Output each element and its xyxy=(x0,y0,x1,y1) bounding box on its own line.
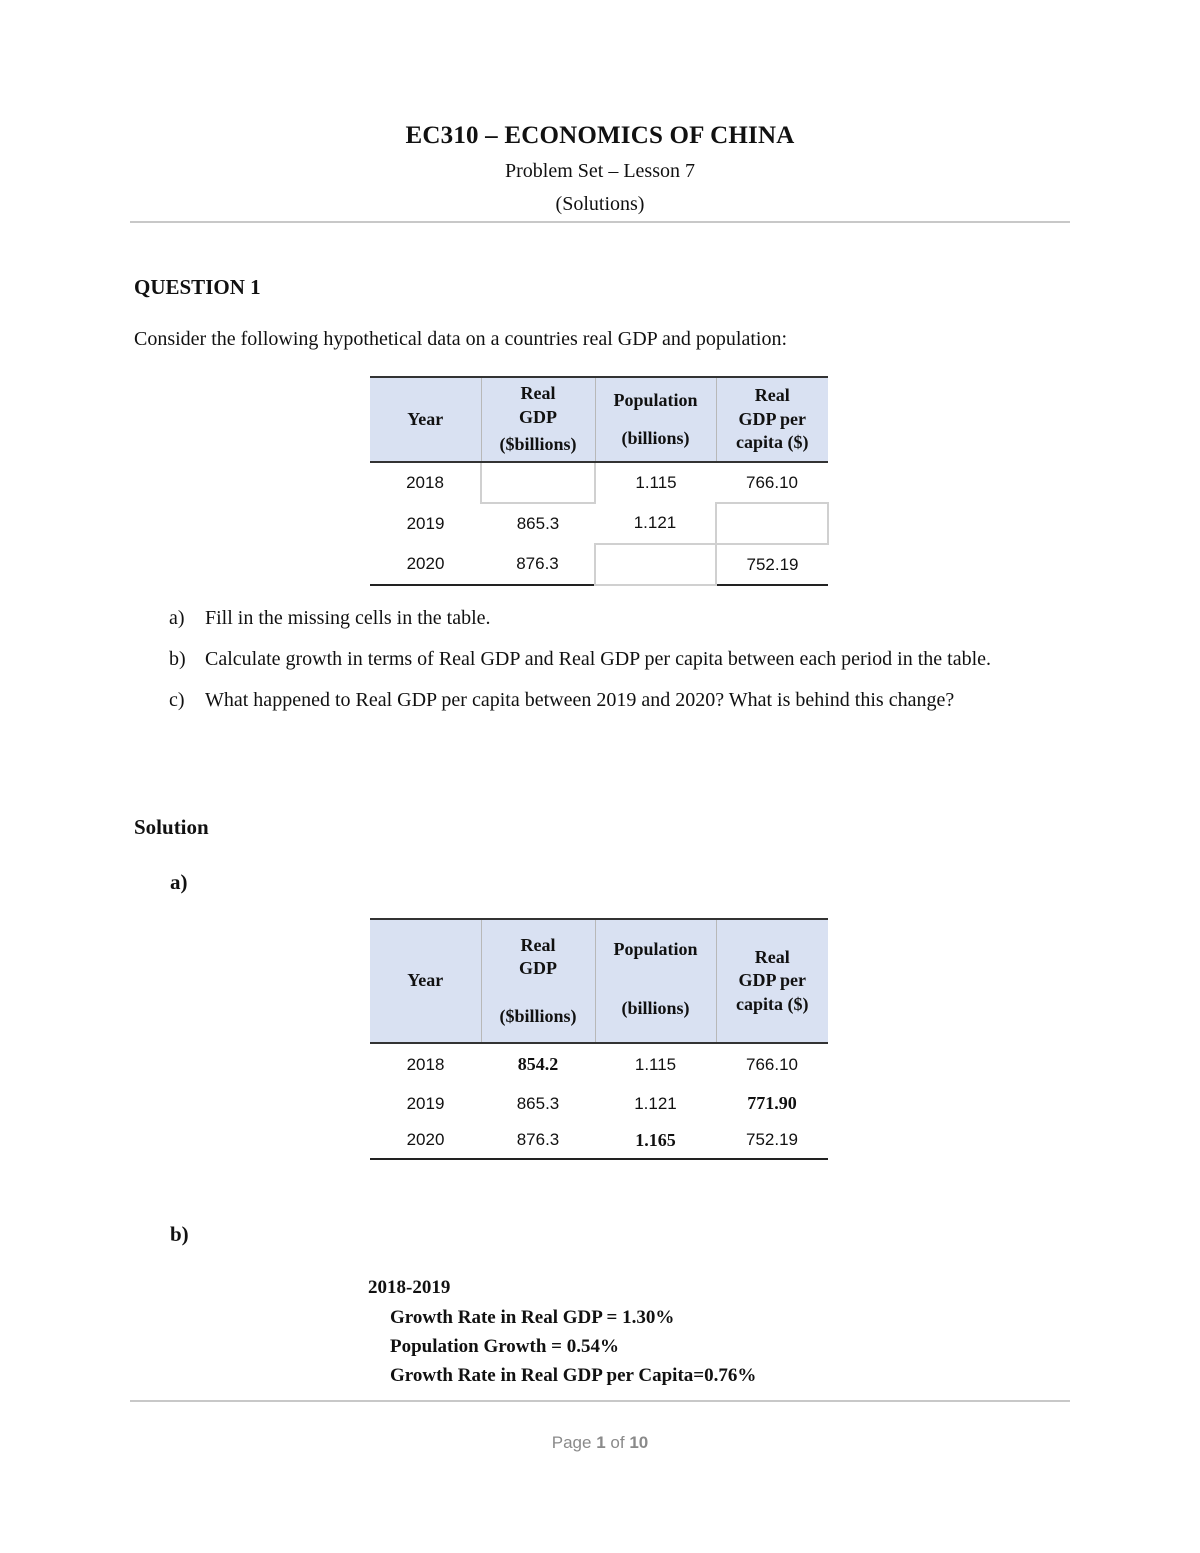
cell-population-missing xyxy=(595,544,716,585)
page-number xyxy=(0,1433,1200,1453)
cell-per-capita: 766.10 xyxy=(746,1054,798,1074)
table-row xyxy=(370,1043,828,1085)
period-label: 2018-2019 xyxy=(368,1277,451,1298)
header-gdp-per-capita: Real GDP per capita ($) xyxy=(716,377,828,462)
header-real-gdp: Real GDP ($billions) xyxy=(481,377,595,462)
cell-population: 1.121 xyxy=(634,1093,677,1113)
page-word: Page xyxy=(551,1433,592,1452)
solution-part-b-label: b) xyxy=(170,1222,189,1246)
cell-per-capita-missing xyxy=(716,503,828,544)
cell-gdp-answer: 854.2 xyxy=(517,1054,559,1074)
list-item xyxy=(162,680,1052,721)
page-current: 1 xyxy=(596,1433,606,1452)
footer-divider xyxy=(130,1400,1070,1402)
table-header-row xyxy=(370,919,828,1043)
question-1-intro: Consider the following hypothetical data on a countries real GDP and population: xyxy=(134,328,787,350)
population-growth-line: Population Growth = 0.54% xyxy=(390,1336,620,1357)
cell-year: 2020 xyxy=(406,554,445,573)
solutions-label: (Solutions) xyxy=(555,193,645,215)
part-text: Calculate growth in terms of Real GDP and Real GDP per capita between each period in the table. xyxy=(205,648,992,670)
cell-year: 2019 xyxy=(406,513,445,533)
header-population: Population (billions) xyxy=(595,919,716,1043)
table-row xyxy=(370,503,828,544)
table-row xyxy=(370,544,828,585)
cell-population: 1.115 xyxy=(634,1054,677,1074)
cell-year: 2018 xyxy=(406,1054,445,1074)
cell-gdp: 876.3 xyxy=(516,554,559,573)
question-parts-list xyxy=(162,598,1052,721)
cell-gdp-missing xyxy=(481,462,595,503)
question-1-heading: QUESTION 1 xyxy=(134,275,261,299)
part-text: What happened to Real GDP per capita between 2019 and 2020? What is behind this change? xyxy=(205,689,955,711)
header-year: Year xyxy=(370,377,481,462)
growth-per-capita-line: Growth Rate in Real GDP per Capita=0.76% xyxy=(390,1365,757,1386)
cell-year: 2019 xyxy=(406,1093,445,1113)
header-year: Year xyxy=(370,919,481,1043)
cell-population-answer: 1.165 xyxy=(635,1129,676,1150)
table-row xyxy=(370,1122,828,1159)
part-label: a) xyxy=(169,607,185,629)
cell-year: 2018 xyxy=(406,473,444,492)
cell-gdp: 865.3 xyxy=(516,514,560,533)
document-title: EC310 – ECONOMICS OF CHINA xyxy=(405,122,795,149)
list-item xyxy=(162,639,1052,680)
table-row xyxy=(370,1085,828,1122)
solution-data-table xyxy=(370,918,828,1160)
cell-gdp: 865.3 xyxy=(516,1093,560,1113)
header-population: Population (billions) xyxy=(595,377,716,462)
cell-per-capita: 752.19 xyxy=(746,554,799,574)
part-text: Fill in the missing cells in the table. xyxy=(205,607,491,629)
table-row xyxy=(370,462,828,503)
cell-per-capita: 752.19 xyxy=(746,1130,798,1149)
solution-part-a-label: a) xyxy=(170,870,188,894)
solution-heading: Solution xyxy=(134,815,209,839)
cell-per-capita: 766.10 xyxy=(746,472,798,492)
document-subtitle: Problem Set – Lesson 7 xyxy=(505,160,695,182)
table-header-row xyxy=(370,377,828,462)
page-total: 10 xyxy=(629,1433,649,1452)
of-word: of xyxy=(610,1433,625,1452)
header-real-gdp: Real GDP ($billions) xyxy=(481,919,595,1043)
part-label: c) xyxy=(169,689,185,711)
cell-per-capita-answer: 771.90 xyxy=(747,1093,797,1113)
header-divider xyxy=(130,221,1070,223)
header-gdp-per-capita: Real GDP per capita ($) xyxy=(716,919,828,1043)
cell-gdp: 876.3 xyxy=(516,1130,560,1149)
cell-population: 1.121 xyxy=(633,513,677,532)
question-data-table xyxy=(370,376,829,586)
part-label: b) xyxy=(169,648,186,670)
list-item xyxy=(162,598,1052,639)
cell-population: 1.115 xyxy=(635,473,677,492)
cell-year: 2020 xyxy=(406,1130,445,1149)
growth-real-gdp-line: Growth Rate in Real GDP = 1.30% xyxy=(390,1307,675,1328)
